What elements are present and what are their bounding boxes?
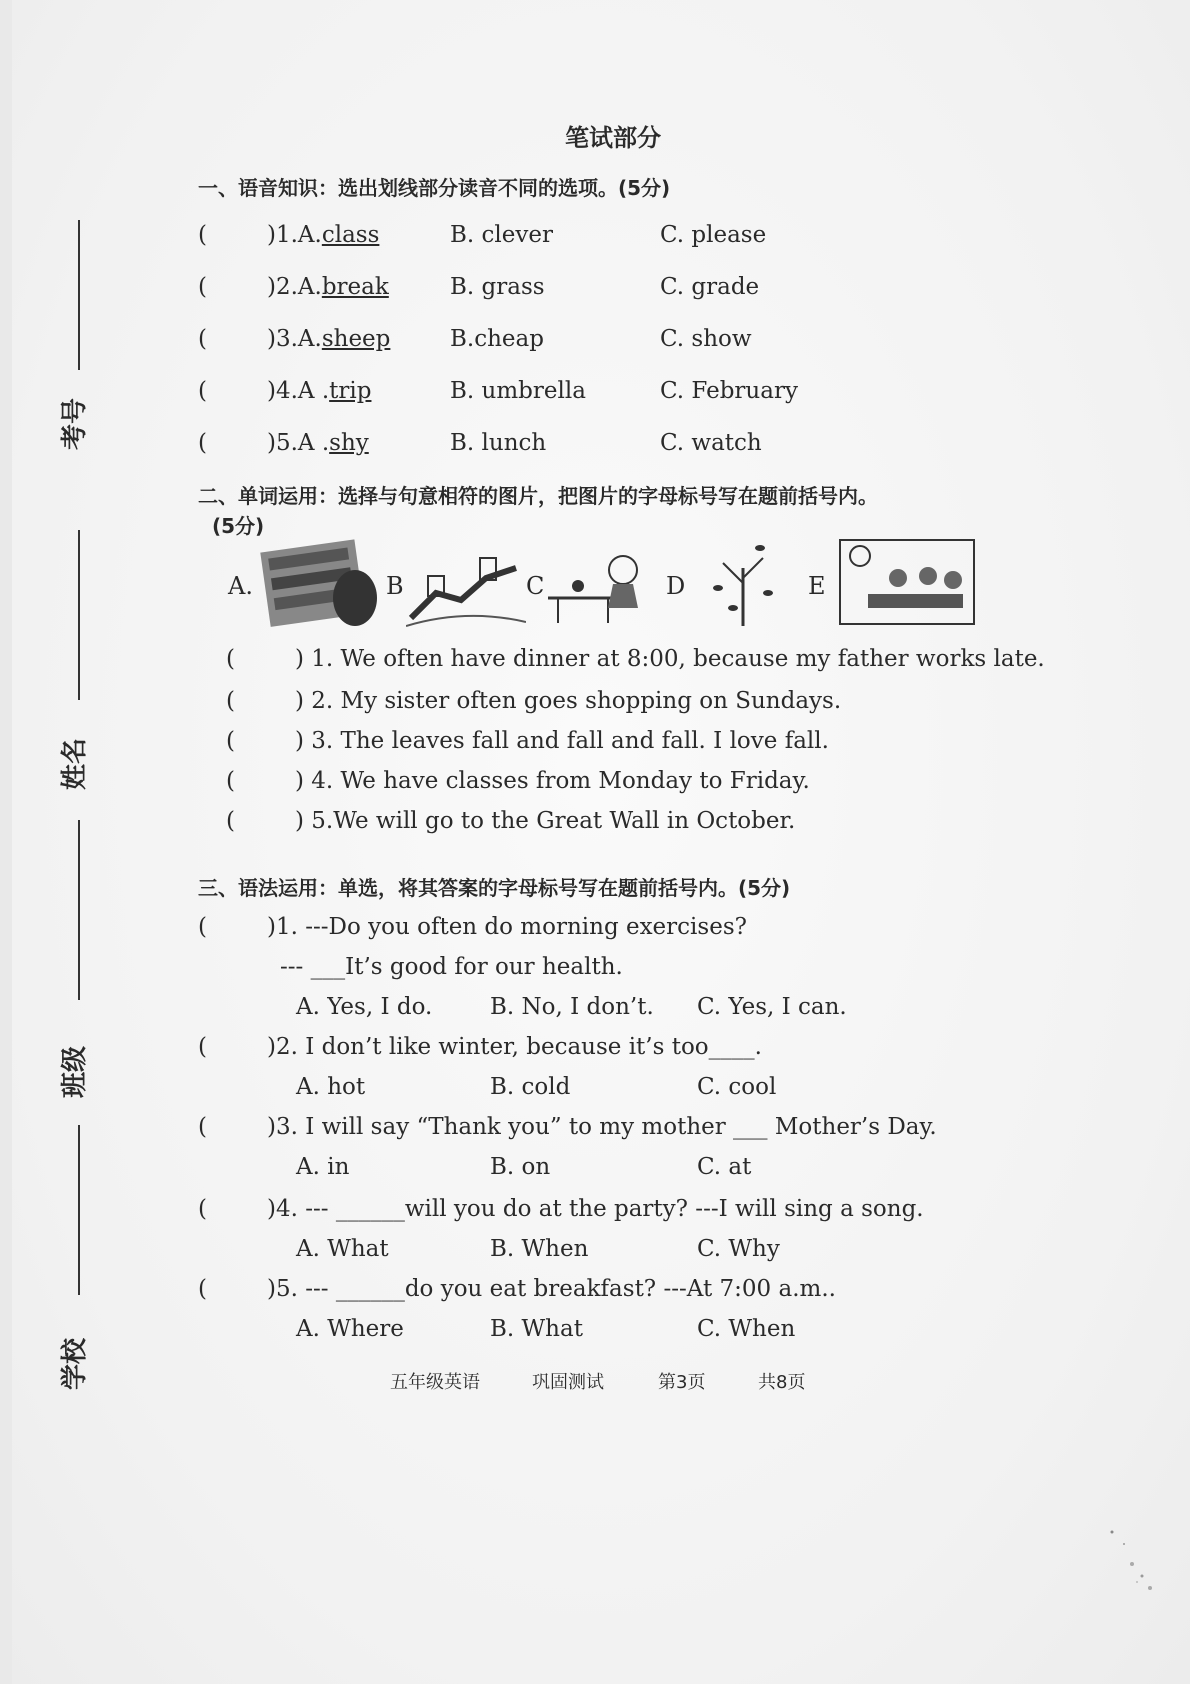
s3-q4-c: C. Why <box>697 1236 780 1262</box>
pic-d-falling-leaves <box>698 538 798 628</box>
pic-label-d: D <box>666 572 686 600</box>
section3-heading: 三、语法运用：单选，将其答案的字母标号写在题前括号内。(5分) <box>198 876 791 900</box>
s3-q3-a: A. in <box>296 1154 350 1180</box>
s1-q3-b: B.cheap <box>450 326 544 352</box>
s3-q2-a: A. hot <box>296 1074 366 1100</box>
picture-row <box>228 538 1048 628</box>
s1-q3-c: C. show <box>660 326 752 352</box>
s1-q2-b: B. grass <box>450 274 545 300</box>
s3-q4: ( )4. --- ______will you do at the party? ---I will sing a song. <box>198 1196 924 1222</box>
school-line <box>78 1125 80 1295</box>
s1-q4: ( )4.A .trip <box>198 378 372 404</box>
s1-q5-c: C. watch <box>660 430 762 456</box>
footer-page: 第3页 <box>658 1372 706 1393</box>
pic-b-great-wall <box>406 538 526 628</box>
binding-margin <box>40 0 100 1684</box>
pic-a-bookshelf <box>260 538 380 628</box>
s2-q4: ( ) 4. We have classes from Monday to Friday. <box>226 768 810 794</box>
s3-q5: ( )5. --- ______do you eat breakfast? ---At 7:00 a.m.. <box>198 1276 836 1302</box>
s3-q1: ( )1. ---Do you often do morning exercises? <box>198 914 747 940</box>
s3-q2: ( )2. I don’t like winter, because it’s too____. <box>198 1034 762 1060</box>
s1-q1-b: B. clever <box>450 222 553 248</box>
s1-q2-c: C. grade <box>660 274 760 300</box>
s3-q4-b: B. When <box>490 1236 589 1262</box>
pic-label-b: B <box>386 572 404 600</box>
s3-q1-b: B. No, I don’t. <box>490 994 654 1020</box>
s3-q1-reply: --- ___It’s good for our health. <box>280 954 623 980</box>
s3-q1-c: C. Yes, I can. <box>697 994 847 1020</box>
exam-no-label: 考号 <box>60 397 90 450</box>
s2-q2: ( ) 2. My sister often goes shopping on Sundays. <box>226 688 842 714</box>
pic-label-c: C <box>526 572 545 600</box>
s1-q5-b: B. lunch <box>450 430 547 456</box>
section2-score: (5分) <box>212 514 265 538</box>
pic-c-kids-at-desk <box>538 538 658 628</box>
class-line <box>78 820 80 1000</box>
school-label: 学校 <box>60 1337 90 1390</box>
s3-q2-b: B. cold <box>490 1074 571 1100</box>
name-line <box>78 530 80 700</box>
s3-q5-c: C. When <box>697 1316 796 1342</box>
footer-test: 巩固测试 <box>532 1372 604 1393</box>
pic-e-family-dinner <box>838 538 978 628</box>
s1-q3: ( )3.A.sheep <box>198 326 391 352</box>
s3-q5-b: B. What <box>490 1316 583 1342</box>
s1-q1-c: C. please <box>660 222 767 248</box>
page-title: 笔试部分 <box>565 124 661 152</box>
s3-q5-a: A. Where <box>296 1316 404 1342</box>
name-label: 姓名 <box>60 737 90 790</box>
s3-q2-c: C. cool <box>697 1074 777 1100</box>
pic-label-e: E <box>808 572 826 600</box>
s3-q3-b: B. on <box>490 1154 551 1180</box>
s2-q3: ( ) 3. The leaves fall and fall and fall. I love fall. <box>226 728 829 754</box>
s3-q1-a: A. Yes, I do. <box>296 994 433 1020</box>
s3-q3-c: C. at <box>697 1154 752 1180</box>
section2-heading: 二、单词运用：选择与句意相符的图片，把图片的字母标号写在题前括号内。 <box>198 484 878 508</box>
class-label: 班级 <box>60 1045 90 1098</box>
s1-q4-b: B. umbrella <box>450 378 586 404</box>
s3-q3: ( )3. I will say “Thank you” to my mother ___ Mother’s Day. <box>198 1114 937 1140</box>
s1-q5: ( )5.A .shy <box>198 430 369 456</box>
s2-q1: ( ) 1. We often have dinner at 8:00, because my father works late. <box>226 646 1045 672</box>
s1-q2: ( )2.A.break <box>198 274 389 300</box>
footer-grade: 五年级英语 <box>390 1372 480 1393</box>
exam-no-line <box>78 220 80 370</box>
s1-q4-c: C. February <box>660 378 798 404</box>
footer-total: 共8页 <box>758 1372 806 1393</box>
scan-margin <box>0 0 12 1684</box>
scan-speck-marks <box>1102 1524 1162 1604</box>
s2-q5: ( ) 5.We will go to the Great Wall in October. <box>226 808 796 834</box>
s3-q4-a: A. What <box>296 1236 389 1262</box>
section1-heading: 一、语音知识：选出划线部分读音不同的选项。(5分) <box>198 176 671 200</box>
s1-q1: ( )1.A.class <box>198 222 380 248</box>
pic-label-a: A. <box>228 572 253 600</box>
